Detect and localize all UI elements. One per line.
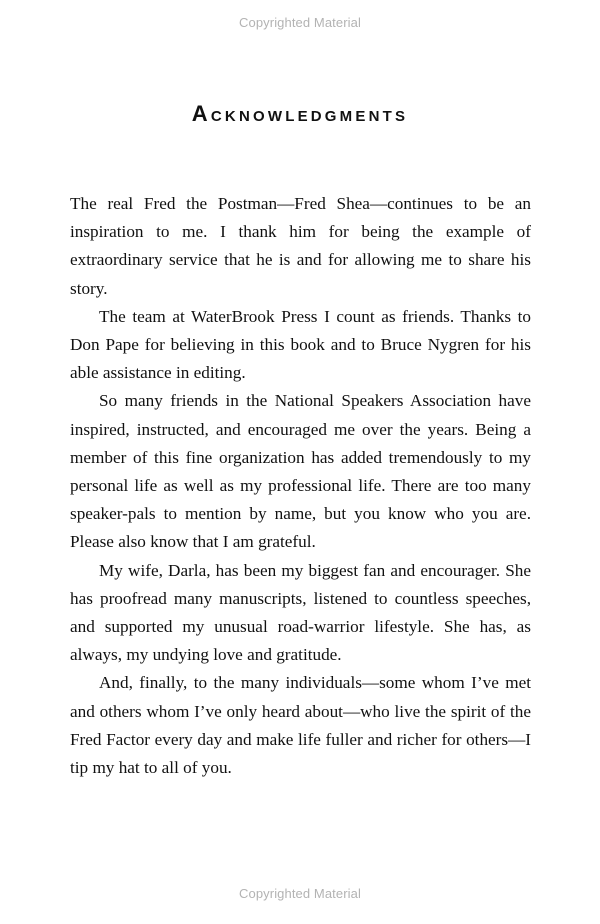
paragraph: So many friends in the National Speakers Association have inspired, instructed, and encouraged me over the years. Being a member of this fine organization has added tremendously to my personal life as well as my professional life. There are too many speaker-pals to mention by name, but you know who you are. Please also know that I am grateful. bbox=[70, 391, 531, 552]
copyright-watermark-top: Copyrighted Material bbox=[239, 15, 361, 30]
acknowledgments-body bbox=[70, 190, 531, 782]
paragraph: The real Fred the Postman—Fred Shea—continues to be an inspiration to me. I thank him for being the example of extraordinary service that he is and for allowing me to share his story. bbox=[70, 194, 531, 298]
paragraph: My wife, Darla, has been my biggest fan and encourager. She has proofread many manuscripts, listened to countless speeches, and supported my unusual road-warrior lifestyle. She has, as always, my undying love and gratitude. bbox=[70, 560, 531, 665]
page-title: Acknowledgments bbox=[191, 101, 409, 126]
paragraph: And, finally, to the many individuals—some whom I’ve met and others whom I’ve only heard about—who live the spirit of the Fred Factor every day and make life fuller and richer for others—I tip my hat to all of you. bbox=[70, 673, 531, 778]
paragraph: The team at WaterBrook Press I count as friends. Thanks to Don Pape for believing in this book and to Bruce Nygren for his able assistance in editing. bbox=[70, 306, 531, 383]
copyright-watermark-bottom: Copyrighted Material bbox=[239, 886, 361, 901]
